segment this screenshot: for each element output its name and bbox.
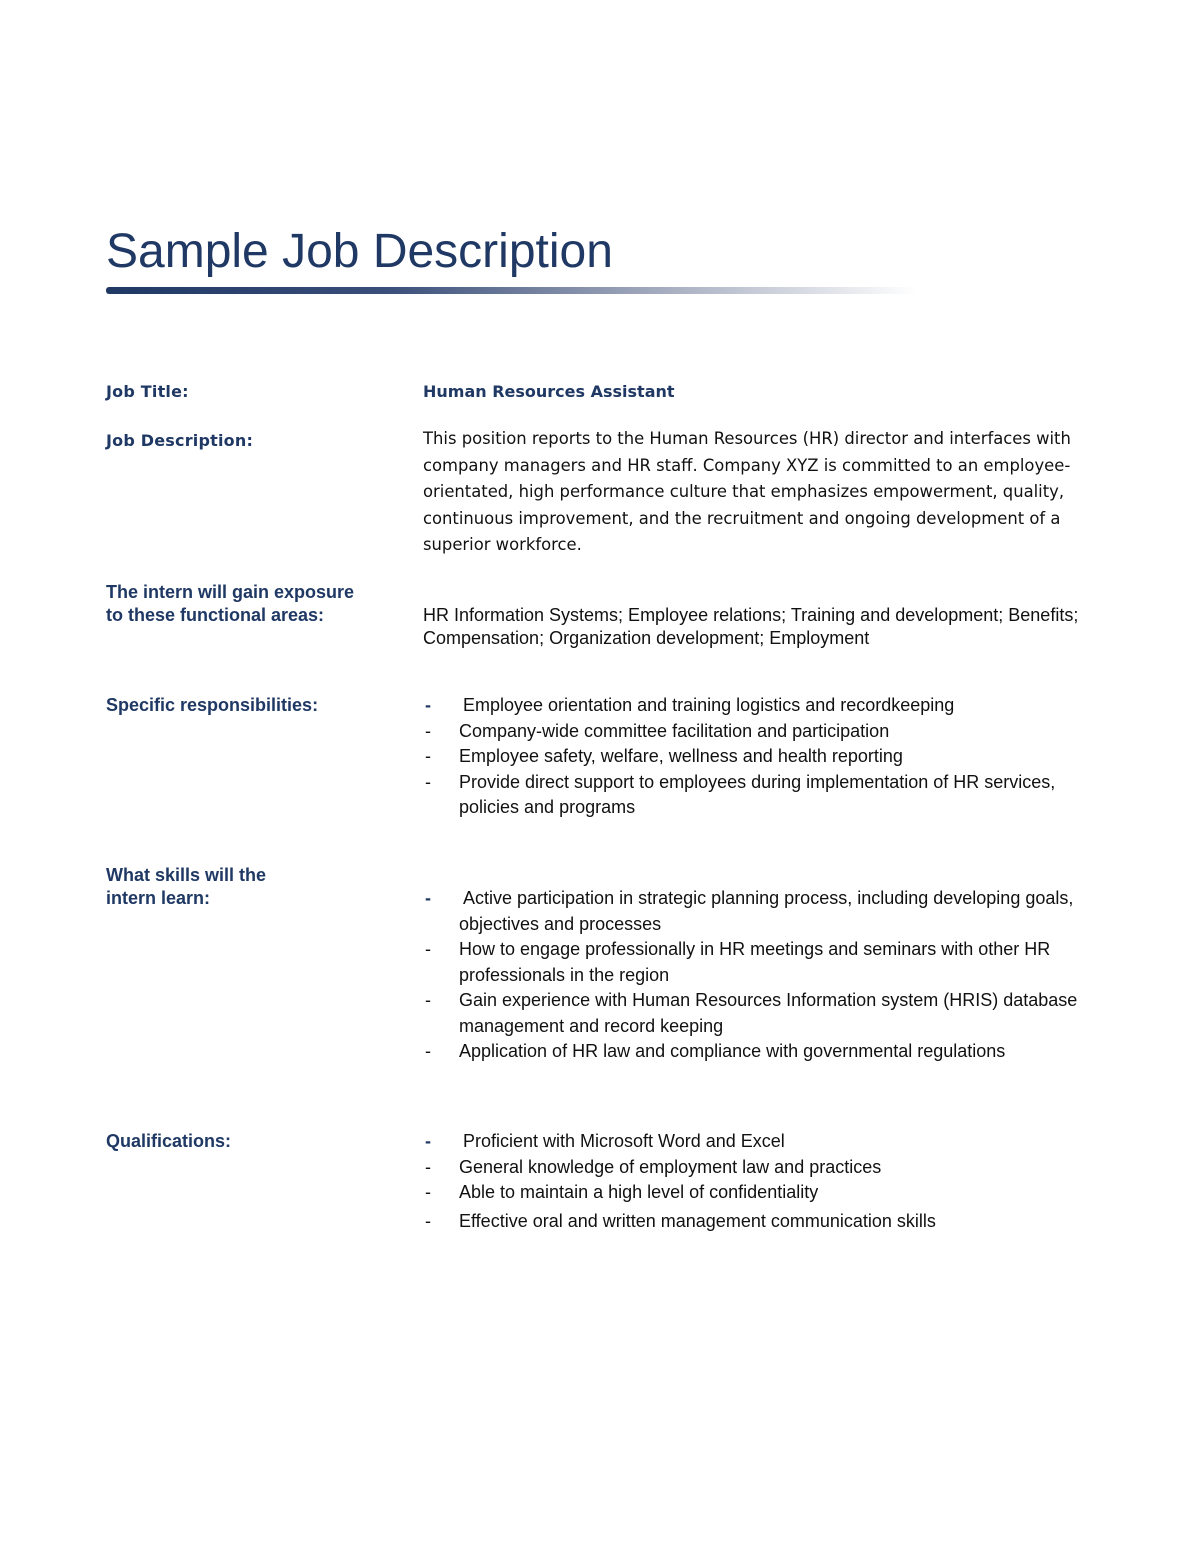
list-item-text: Company-wide committee facilitation and participation [459, 720, 890, 741]
qualifications-label: Qualifications: [106, 1131, 232, 1151]
list-item-text: Provide direct support to employees during implementation of HR services, policies and programs [459, 771, 1056, 817]
list-item-text: Active participation in strategic planning process, including developing goals, objectives and processes [459, 888, 1074, 934]
dash-bullet: - [425, 990, 431, 1010]
title-underline-rule [106, 287, 916, 294]
skills-list [423, 886, 1083, 1065]
list-item-text: Employee orientation and training logistics and recordkeeping [463, 695, 955, 715]
dash-bullet: - [425, 1041, 431, 1061]
list-item [423, 1180, 1083, 1206]
exposure-label-line2: to these functional areas: [106, 605, 325, 625]
job-description-text: This position reports to the Human Resources (HR) director and interfaces with company managers and HR staff. Company XYZ is committed to an employee-orientated, high performance culture that emphasizes empowerment, quality, continuous improvement, and the recruitment and ongoing development of a superior workforce. [423, 429, 1071, 555]
dash-bullet: - [425, 1182, 431, 1202]
list-item [423, 937, 1083, 988]
list-item-text: How to engage professionally in HR meetings and seminars with other HR professionals in the region [459, 939, 1051, 985]
dash-bullet: - [425, 746, 431, 766]
list-item [423, 770, 1083, 821]
dash-bullet: - [425, 1156, 431, 1177]
dash-bullet: - [425, 720, 431, 741]
qualifications-list [423, 1129, 1083, 1234]
list-item-text: Application of HR law and compliance with governmental regulations [459, 1041, 1006, 1061]
list-item [423, 693, 1083, 719]
list-item [423, 1129, 1083, 1155]
job-description-label: Job Description: [106, 431, 254, 450]
skills-label [106, 864, 266, 910]
list-item [423, 744, 1083, 770]
skills-label-line1: What skills will the [106, 865, 267, 885]
exposure-areas-text: HR Information Systems; Employee relations; Training and development; Benefits; Compensation; Organization development; Employment [423, 605, 1079, 648]
list-item [423, 886, 1083, 937]
dash-bullet: - [425, 771, 431, 792]
dash-bullet: - [425, 939, 431, 959]
list-item [423, 1039, 1083, 1065]
dash-bullet: - [425, 695, 431, 715]
exposure-label [106, 581, 354, 627]
list-item-text: Gain experience with Human Resources Information system (HRIS) database management and record keeping [459, 990, 1078, 1036]
list-item-text: Able to maintain a high level of confidentiality [459, 1182, 819, 1202]
list-item-text: Proficient with Microsoft Word and Excel [463, 1131, 785, 1151]
list-item-text: Effective oral and written management communication skills [459, 1210, 936, 1231]
responsibilities-list [423, 693, 1083, 821]
exposure-label-line1: The intern will gain exposure [106, 582, 355, 602]
dash-bullet: - [425, 1131, 431, 1151]
dash-bullet: - [425, 1210, 431, 1231]
job-title-value: Human Resources Assistant [423, 382, 675, 401]
list-item [423, 1209, 1083, 1235]
list-item-text: Employee safety, welfare, wellness and health reporting [459, 746, 903, 766]
job-title-label: Job Title: [106, 382, 189, 401]
list-item [423, 1155, 1083, 1181]
list-item [423, 719, 1083, 745]
dash-bullet: - [425, 888, 431, 908]
page-title: Sample Job Description [106, 225, 613, 278]
responsibilities-label: Specific responsibilities: [106, 695, 319, 715]
list-item [423, 988, 1083, 1039]
skills-label-line2: intern learn: [106, 888, 211, 908]
list-item-text: General knowledge of employment law and practices [459, 1156, 882, 1177]
